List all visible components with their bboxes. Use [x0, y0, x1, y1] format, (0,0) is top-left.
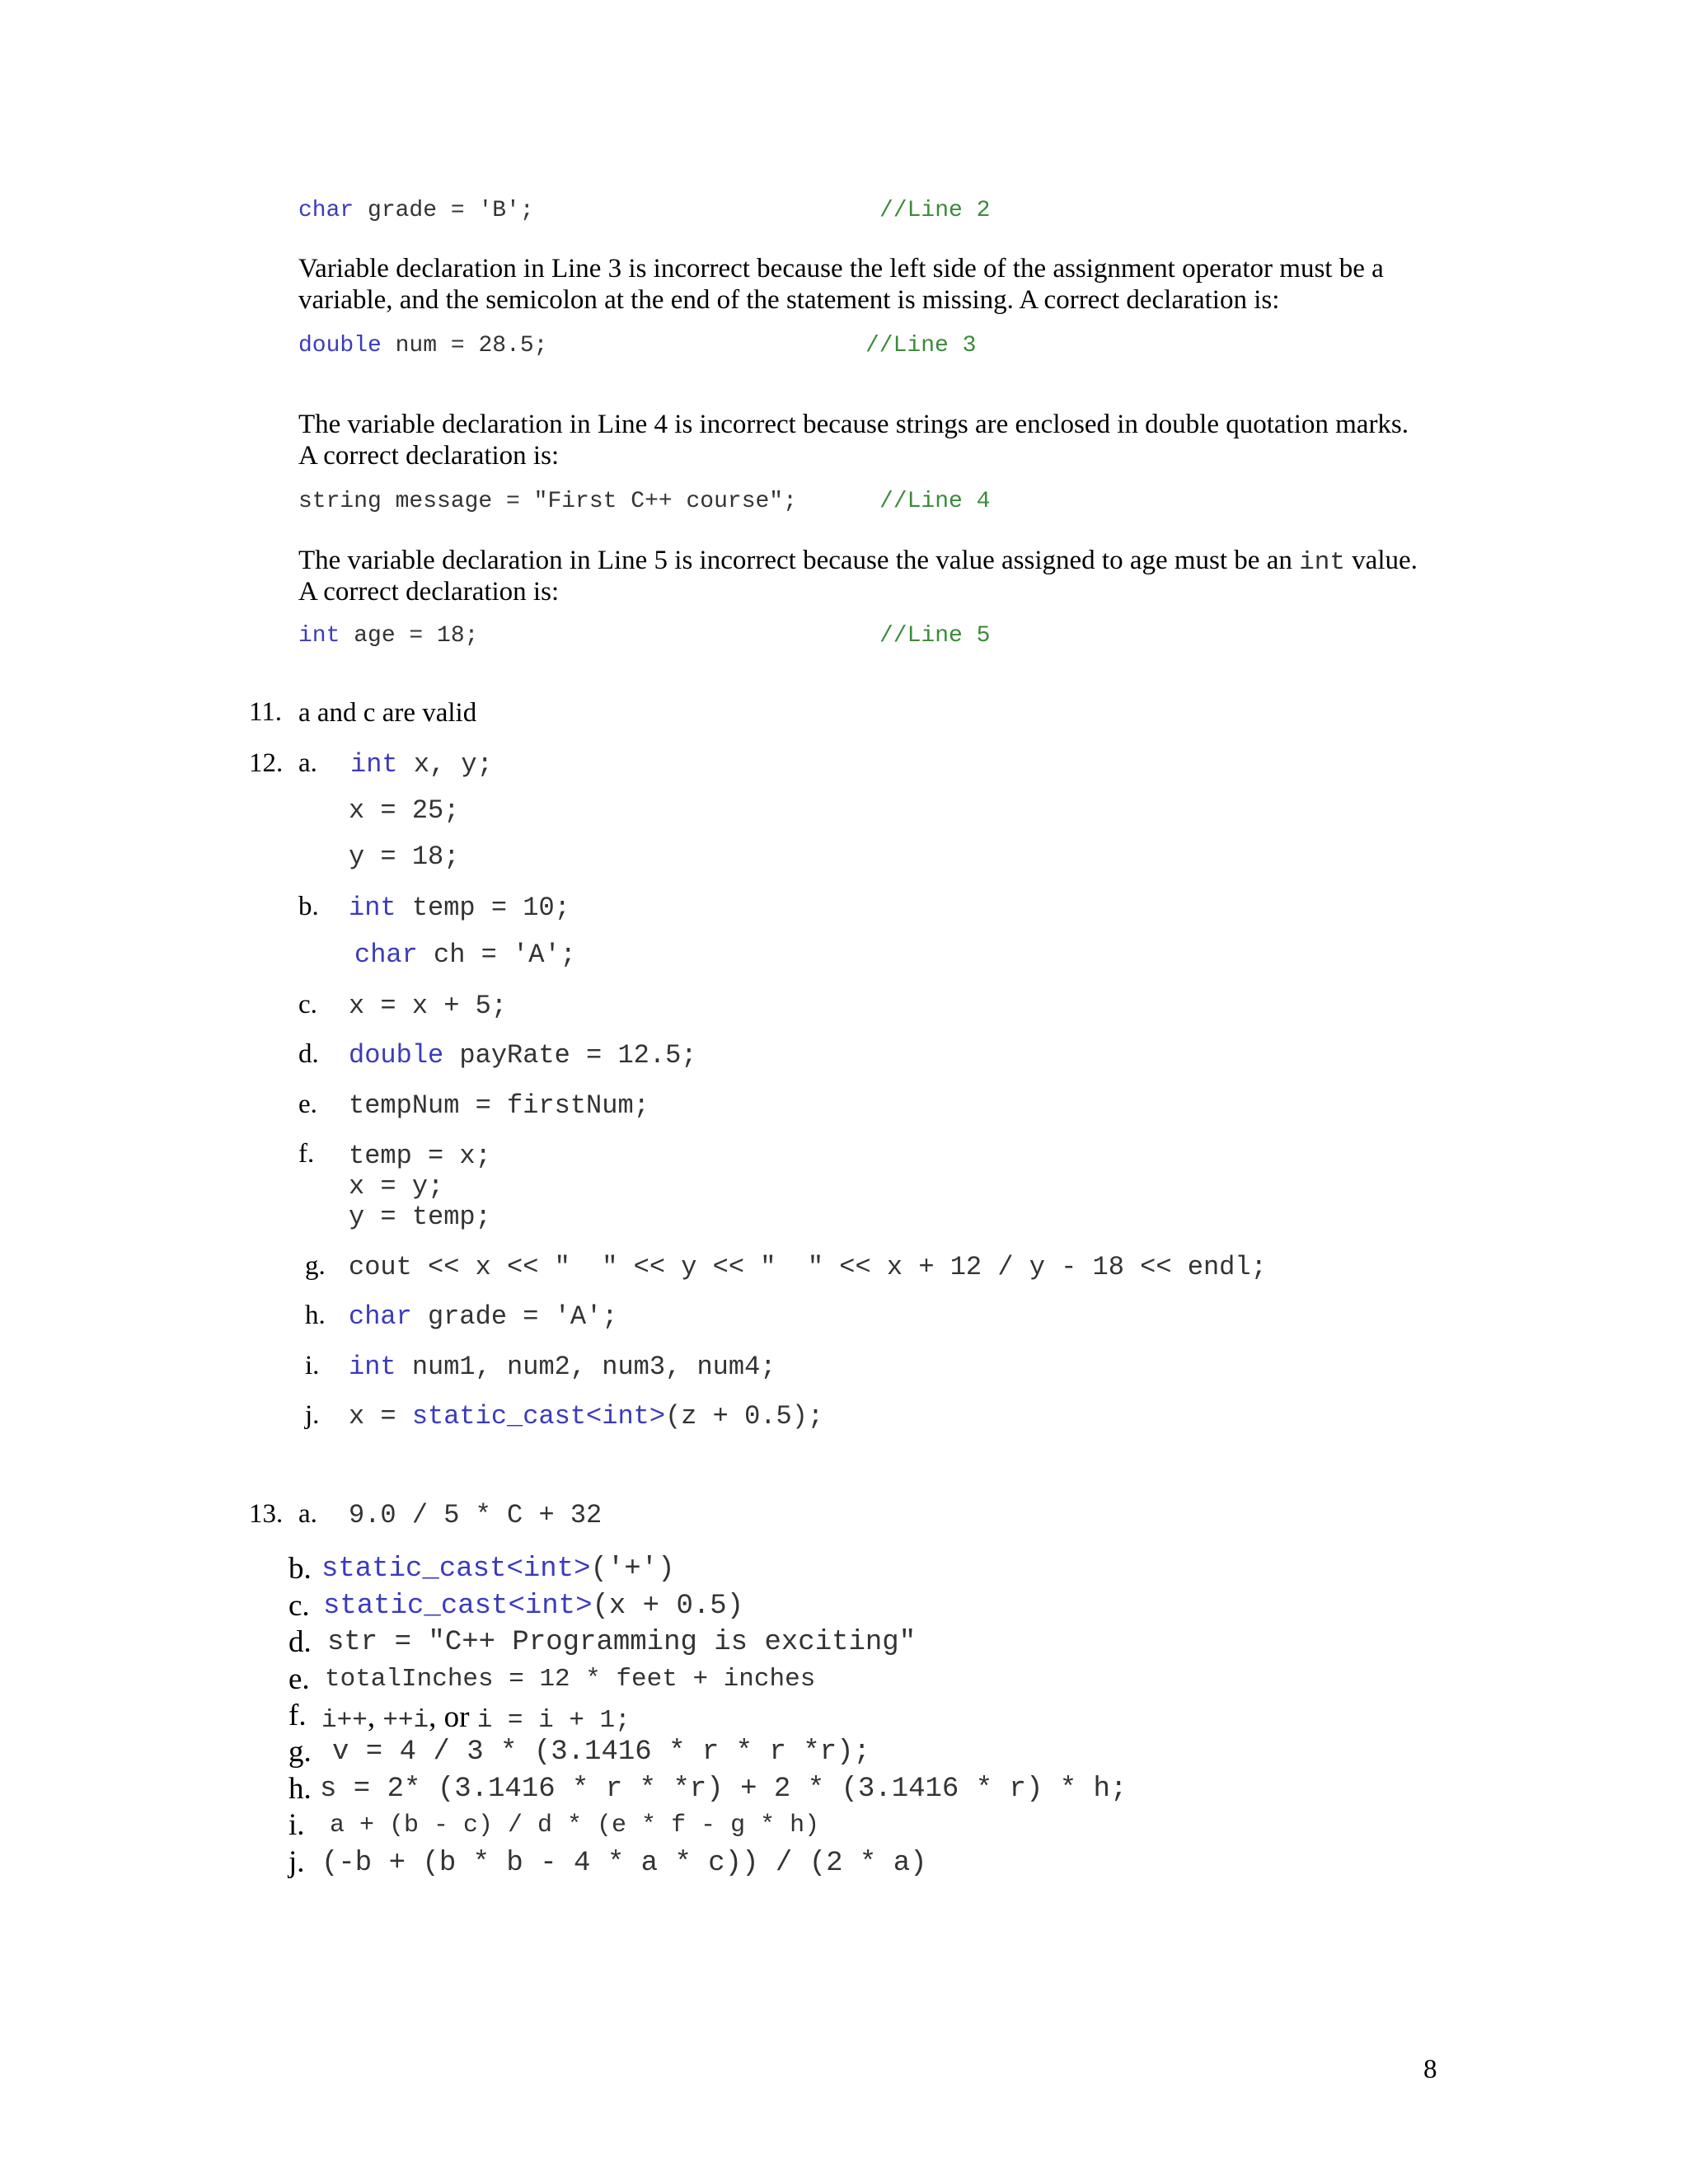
- answer-13i-code: a + (b - c) / d * (e * f - g * h): [330, 1811, 820, 1840]
- question-number-12: 12.: [249, 748, 284, 778]
- code-comment-line-4: //Line 4: [879, 489, 991, 514]
- answer-12i-label: i.: [305, 1351, 320, 1380]
- answer-13d-code: str = "C++ Programming is exciting": [327, 1627, 917, 1658]
- answer-12a-code-3: y = 18;: [349, 841, 460, 872]
- answer-13h-code: s = 2* (3.1416 * r * *r) + 2 * (3.1416 * r) * h;: [320, 1774, 1128, 1805]
- post-text: (x + 0.5): [592, 1591, 744, 1622]
- answer-12h-code: char grade = 'A';: [349, 1301, 618, 1332]
- answer-13b-code: static_cast<int>('+'): [321, 1554, 675, 1585]
- page-number: 8: [1423, 2055, 1437, 2084]
- answer-13d-label: d.: [288, 1625, 312, 1659]
- answer-13f-label: f.: [288, 1699, 307, 1732]
- keyword: double: [298, 333, 382, 359]
- code-line-2: char grade = 'B';: [298, 198, 534, 223]
- answer-12b-code: int temp = 10;: [349, 893, 570, 923]
- answer-13i-label: i.: [288, 1808, 305, 1842]
- answer-13g-code: v = 4 / 3 * (3.1416 * r * r *r);: [332, 1736, 870, 1768]
- answer-12f-code-1: temp = x;: [349, 1141, 491, 1171]
- code-comment-line-2: //Line 2: [879, 198, 991, 223]
- answer-12g-label: g.: [305, 1251, 326, 1281]
- answer-12d-label: d.: [298, 1039, 319, 1069]
- answer-13e-label: e.: [288, 1662, 310, 1696]
- paragraph-line-4: The variable declaration in Line 4 is incorrect because strings are enclosed in double quotation marks. A correct declaration is:: [298, 410, 1409, 471]
- keyword: int: [602, 1401, 649, 1432]
- answer-12b-code-2: char ch = 'A';: [354, 940, 576, 970]
- keyword: static_cast: [323, 1591, 509, 1622]
- answer-13c-code: static_cast<int>(x + 0.5): [323, 1591, 744, 1622]
- answer-13g-label: g.: [288, 1735, 312, 1769]
- answer-13b-label: b.: [288, 1552, 312, 1586]
- answer-12h-label: h.: [305, 1301, 326, 1330]
- answer-12j-code: x = static_cast<int>(z + 0.5);: [349, 1401, 824, 1432]
- post-text: ('+'): [590, 1554, 675, 1585]
- answer-12e-code: tempNum = firstNum;: [349, 1090, 649, 1121]
- answer-12b-label: b.: [298, 892, 319, 921]
- answer-12a-code: int x, y;: [350, 749, 493, 780]
- keyword: int: [349, 1352, 396, 1382]
- answer-11: a and c are valid: [298, 698, 477, 728]
- answer-13a-label: a.: [298, 1499, 317, 1529]
- keyword: static_cast: [411, 1401, 587, 1432]
- keyword: char: [298, 198, 354, 223]
- answer-12a-code-2: x = 25;: [349, 795, 460, 826]
- answer-13h-label: h.: [288, 1772, 312, 1806]
- answer-12g-code: cout << x << " " << y << " " << x + 12 / y - 18 << endl;: [349, 1252, 1267, 1282]
- code-line-4: string message = "First C++ course";: [298, 489, 797, 514]
- code-comment-line-5: //Line 5: [879, 623, 991, 649]
- answer-12f-code-3: y = temp;: [349, 1202, 491, 1232]
- code-line-3: double num = 28.5;: [298, 333, 548, 359]
- code-comment-line-3: //Line 3: [865, 333, 977, 359]
- answer-12d-code: double payRate = 12.5;: [349, 1040, 697, 1071]
- answer-13c-label: c.: [288, 1589, 310, 1623]
- inline-code: int: [1299, 548, 1345, 577]
- question-number-13: 13.: [249, 1499, 284, 1529]
- answer-12e-label: e.: [298, 1090, 317, 1119]
- answer-13e-code: totalInches = 12 * feet + inches: [325, 1665, 816, 1694]
- answer-13f-code: i++, ++i, or i = i + 1;: [321, 1700, 631, 1735]
- answer-12j-label: j.: [305, 1400, 320, 1430]
- paragraph-line-5: The variable declaration in Line 5 is incorrect because the value assigned to age must be an int value.: [298, 546, 1418, 577]
- keyword: int: [349, 893, 396, 923]
- keyword: static_cast: [321, 1554, 507, 1585]
- paragraph-line-3: Variable declaration in Line 3 is incorrect because the left side of the assignment operator must be a variable, and the semicolon at the end of the statement is missing. A correct declaration is:: [298, 254, 1384, 315]
- answer-12f-code-2: x = y;: [349, 1171, 444, 1202]
- keyword: double: [349, 1040, 444, 1071]
- keyword: int: [523, 1554, 574, 1585]
- answer-13j-code: (-b + (b * b - 4 * a * c)) / (2 * a): [321, 1848, 927, 1879]
- answer-12c-label: c.: [298, 990, 317, 1019]
- question-number-11: 11.: [249, 697, 283, 727]
- answer-12f-label: f.: [298, 1139, 315, 1169]
- answer-12c-code: x = x + 5;: [349, 991, 508, 1021]
- answer-12a-label: a.: [298, 748, 317, 778]
- answer-13j-label: j.: [288, 1845, 305, 1879]
- keyword: char: [354, 940, 418, 970]
- paragraph-line-5-cont: A correct declaration is:: [298, 577, 560, 607]
- keyword: int: [298, 623, 340, 649]
- keyword: int: [350, 749, 398, 780]
- code-line-5: int age = 18;: [298, 623, 479, 649]
- post-text: (z + 0.5);: [665, 1401, 824, 1432]
- answer-12i-code: int num1, num2, num3, num4;: [349, 1352, 776, 1382]
- keyword: int: [524, 1591, 576, 1622]
- answer-13a-code: 9.0 / 5 * C + 32: [349, 1500, 603, 1530]
- keyword: char: [349, 1301, 412, 1332]
